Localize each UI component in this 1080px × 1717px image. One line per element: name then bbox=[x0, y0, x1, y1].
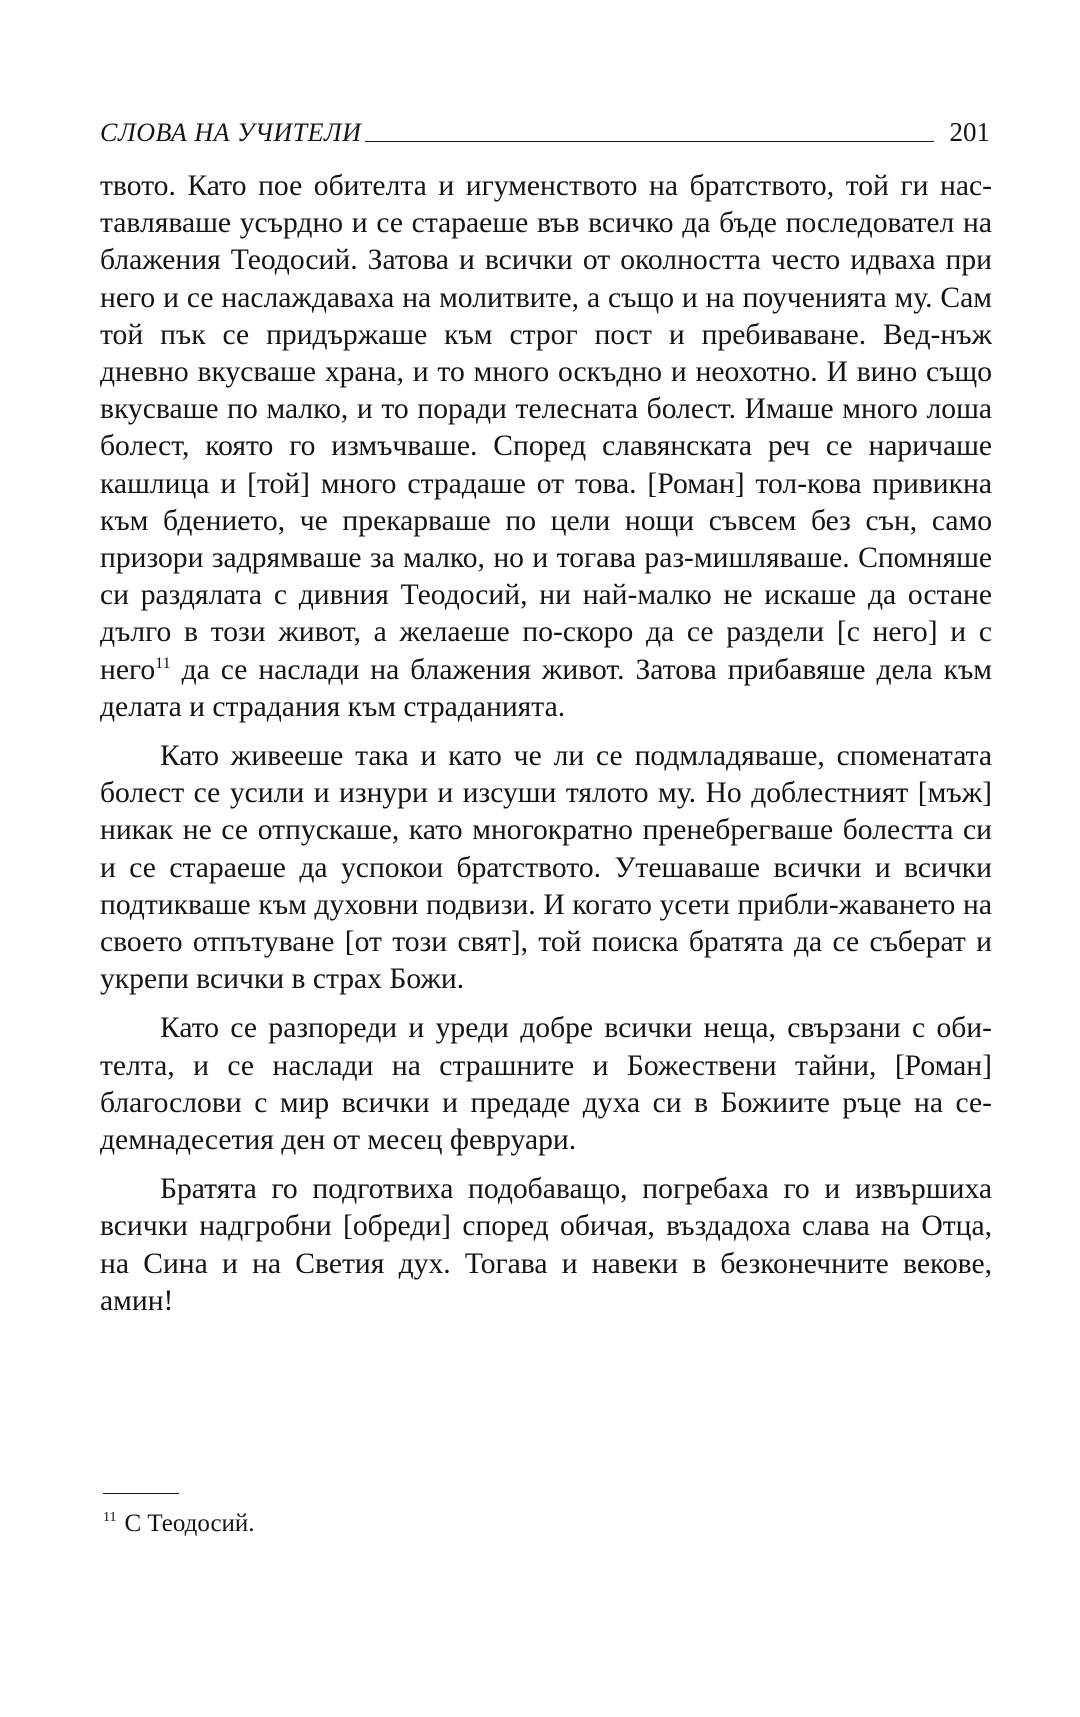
paragraph-2: Като живееше така и като че ли се подмладяваше, споменатата болест се усили и изнури и изсуши тялото му. Но доблестният [мъж] никак не се отпускаше, като многократно пренебрегваше болестта си и се стараеше да успокои братството. Утешаваше всички и всички подтикваше към духовни подвизи. И когато усети прибли-жаването на своето отпътуване [от този свят], той поиска братята да се съберат и укрепи всички в страх Божи. bbox=[100, 740, 992, 996]
paragraph-1-text: твото. Като пое обителта и игуменството на братството, той ги нас-тавляваше усърдно и се стараеше във всичко да бъде последовател на блажения Теодосий. Затова и всички от околността често идваха при него и се наслаждаваха на молитвите, а също и на поученията му. Сам той пък се придържаше към строг пост и пребиваване. Вед-нъж дневно вкусваше храна, и то много оскъдно и неохотно. И вино също вкусваше по малко, и то поради телесната болест. Имаше много лоша болест, която го измъчваше. Според славянската реч се наричаше кашлица и [той] много страдаше от това. [Роман] тол-кова привикна към бдението, че прекарваше по цели нощи съвсем без сън, само призори задрямваше за малко, но и тогава раз-мишляваше. Спомняше си раздялата с дивния Теодосий, ни най-малко не искаше да остане дълго в този живот, а желаеше по-скоро да се раздели [с него] и с него bbox=[100, 170, 992, 686]
page-number: 201 bbox=[949, 117, 990, 147]
running-header bbox=[100, 110, 990, 146]
paragraph-1 bbox=[100, 168, 992, 726]
paragraph-1-continuation: да се наслади на блажения живот. Затова прибавяше дела към делата и страдания към страданията. bbox=[100, 653, 992, 723]
footnote-reference: 11 bbox=[155, 654, 171, 672]
body-text bbox=[100, 168, 992, 1332]
footnote-number: 11 bbox=[103, 1510, 117, 1525]
footnote-text: С Теодосий. bbox=[124, 1510, 255, 1537]
paragraph-4: Братята го подготвиха подобаващо, погребаха го и извършиха всички надгробни [обреди] според обичая, въздадоха слава на Отца, на Сина и на Светия дух. Тогава и навеки в безконечните векове, амин! bbox=[100, 1173, 992, 1317]
paragraph-3: Като се разпореди и уреди добре всички неща, свързани с оби-телта, и се наслади на страшните и Божествени тайни, [Роман] благослови с мир всички и предаде духа си в Божиите ръце на се-демнадесетия ден от месец февруари. bbox=[100, 1012, 992, 1157]
footnote bbox=[103, 1508, 255, 1540]
footnote-rule bbox=[103, 1493, 179, 1494]
running-title: СЛОВА НА УЧИТЕЛИ bbox=[100, 118, 362, 147]
header-rule bbox=[365, 141, 933, 142]
